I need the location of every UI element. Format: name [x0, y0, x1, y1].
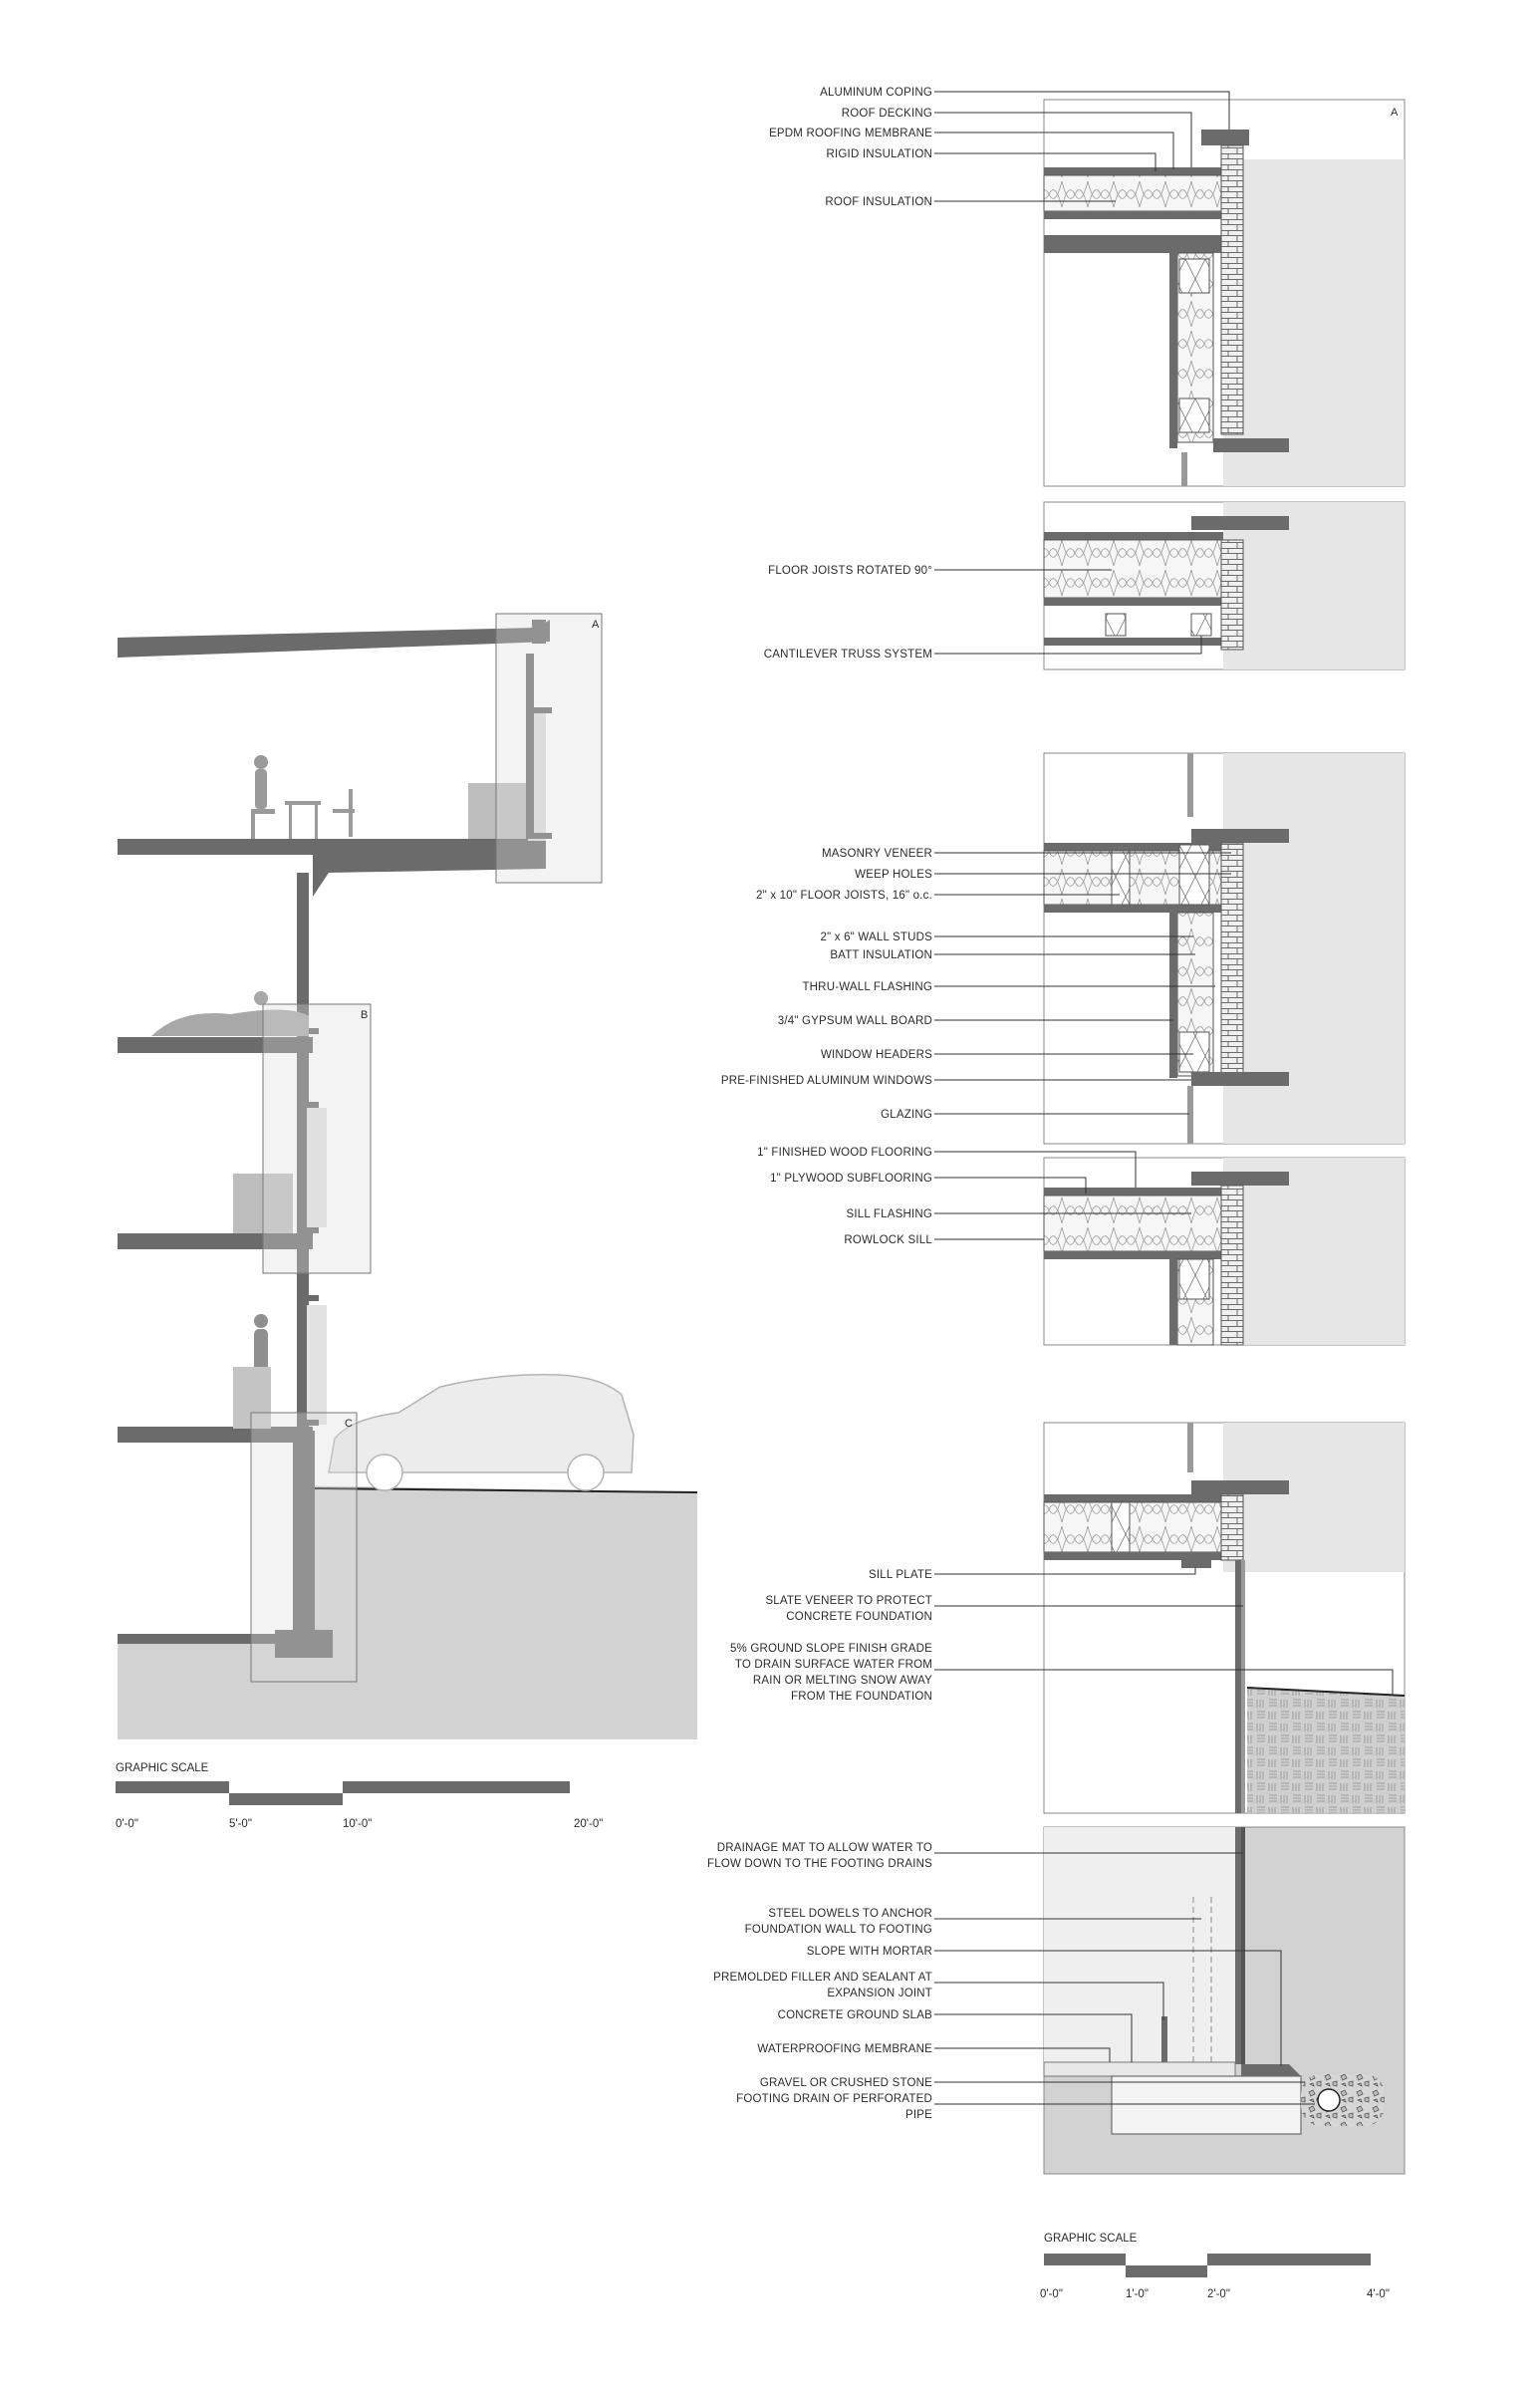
b2-joist-space	[1044, 1196, 1223, 1251]
label-rigid-insulation: RIGID INSULATION	[826, 148, 932, 160]
scale-right-bar-1	[1044, 2254, 1126, 2265]
label-roof-insulation: ROOF INSULATION	[825, 196, 932, 208]
scale-right-tick-3: 4'-0"	[1367, 2288, 1390, 2300]
label-aluminum-coping: ALUMINUM COPING	[820, 87, 932, 99]
detail-d-footing	[1044, 1827, 1405, 2174]
dining-figure	[251, 755, 355, 839]
label-weep-holes: WEEP HOLES	[855, 869, 932, 881]
label-waterproofing: WATERPROOFING MEMBRANE	[757, 2043, 932, 2055]
a2-joist-space	[1044, 540, 1223, 598]
scale-left-bar-2	[229, 1793, 343, 1805]
detail-a-roof	[1044, 100, 1405, 486]
scale-left-title: GRAPHIC SCALE	[116, 1762, 209, 1774]
a2-truss-chord	[1044, 638, 1223, 646]
scale-left-tick-3: 20'-0"	[574, 1818, 604, 1830]
c-foundation-wall	[1235, 1560, 1241, 1813]
label-steel-dowels-2: FOUNDATION WALL TO FOOTING	[744, 1924, 932, 1936]
a-header-ledge	[1213, 438, 1289, 452]
c-joist-space	[1044, 1502, 1223, 1552]
c-ceiling	[1044, 1552, 1223, 1560]
label-batt-insulation: BATT INSULATION	[830, 949, 932, 961]
b-glazing	[1187, 1086, 1193, 1144]
label-ground-slope-3: RAIN OR MELTING SNOW AWAY	[752, 1675, 932, 1687]
b-stud-bot	[1179, 1032, 1209, 1072]
d-expansion-joint	[1161, 2016, 1167, 2062]
a-ceiling-beam	[1044, 235, 1223, 253]
label-premolded-filler-2: EXPANSION JOINT	[827, 1988, 932, 1999]
a-window-glass	[1181, 452, 1187, 486]
lower-glazing-2	[307, 1305, 327, 1425]
label-steel-dowels-1: STEEL DOWELS TO ANCHOR	[768, 1908, 932, 1920]
b2-stud-block	[1179, 1259, 1209, 1299]
scale-left-tick-1: 5'-0"	[229, 1818, 252, 1830]
label-ground-slab: CONCRETE GROUND SLAB	[777, 2009, 932, 2021]
label-masonry-veneer: MASONRY VENEER	[821, 848, 932, 860]
b2-brick-veneer	[1221, 1186, 1243, 1345]
detail-a2-cantilever	[1044, 502, 1405, 669]
detail-b-wall	[1044, 753, 1405, 1144]
label-ground-slope-4: FROM THE FOUNDATION	[790, 1691, 932, 1703]
label-premolded-filler-1: PREMOLDED FILLER AND SEALANT AT	[713, 1972, 932, 1984]
scale-left-bar-1	[116, 1781, 229, 1793]
a2-truss-block-1	[1106, 614, 1126, 636]
label-drainage-mat-1: DRAINAGE MAT TO ALLOW WATER TO	[716, 1842, 932, 1854]
label-slate-veneer-2: CONCRETE FOUNDATION	[786, 1611, 932, 1623]
c-joist-block	[1112, 1502, 1130, 1552]
scale-right-title: GRAPHIC SCALE	[1044, 2233, 1138, 2245]
label-thru-wall-flashing: THRU-WALL FLASHING	[802, 981, 932, 993]
label-roof-decking: ROOF DECKING	[841, 108, 932, 120]
d-gravel-bed	[1301, 2074, 1385, 2126]
b-stud-top	[1179, 845, 1209, 905]
a-roof-insulation	[1044, 175, 1223, 211]
d-interior	[1044, 1827, 1235, 2066]
label-ground-slope-2: TO DRAIN SURFACE WATER FROM	[734, 1659, 932, 1671]
label-footing-drain-2: PIPE	[904, 2109, 932, 2121]
b-joist-block	[1112, 851, 1130, 905]
label-ground-slope-1: 5% GROUND SLOPE FINISH GRADE	[729, 1643, 932, 1655]
label-epdm: EPDM ROOFING MEMBRANE	[769, 128, 932, 139]
c-ground-weave	[1247, 1688, 1405, 1813]
car-outline	[329, 1375, 634, 1490]
c-floor-deck	[1044, 1494, 1223, 1502]
d-footing	[1112, 2076, 1301, 2134]
b-interior-wall	[1169, 913, 1177, 1078]
c-sill-plate	[1181, 1560, 1211, 1568]
graphic-scale-right	[1040, 2233, 1390, 2300]
a2-beam	[1044, 598, 1223, 606]
label-plywood: 1" PLYWOOD SUBFLOORING	[770, 1173, 932, 1185]
label-slope-mortar: SLOPE WITH MORTAR	[806, 1946, 932, 1958]
detail-a-tag: A	[1391, 107, 1399, 119]
label-glazing: GLAZING	[881, 1109, 932, 1121]
scale-left-bar-3	[343, 1781, 570, 1793]
a-interior-wall	[1169, 253, 1177, 448]
building-section	[118, 614, 697, 1739]
scale-right-bar-2	[1126, 2265, 1207, 2277]
label-rowlock-sill: ROWLOCK SILL	[844, 1234, 932, 1246]
c-brick-veneer	[1221, 1494, 1243, 1560]
label-sill-plate: SILL PLATE	[868, 1569, 932, 1581]
a2-floor-deck	[1044, 532, 1223, 540]
a2-brick-veneer	[1221, 540, 1243, 650]
label-floor-joists-rotated: FLOOR JOISTS ROTATED 90°	[768, 565, 932, 577]
b2-exterior-grey	[1223, 1158, 1405, 1345]
ledge-4	[297, 1295, 319, 1301]
label-gypsum: 3/4" GYPSUM WALL BOARD	[777, 1015, 932, 1027]
b2-sill-ledge	[1191, 1172, 1289, 1186]
d-foundation-wall	[1235, 1827, 1241, 2064]
detail-c-foundation	[1044, 1423, 1405, 1813]
b2-floor-finish	[1044, 1188, 1223, 1196]
c-sill-ledge	[1191, 1480, 1289, 1494]
c-exterior-grey	[1223, 1423, 1405, 1572]
roof-slab	[118, 620, 550, 658]
b2-interior-wall	[1169, 1259, 1177, 1345]
a-roof-deck	[1044, 167, 1223, 175]
scale-left-tick-2: 10'-0"	[343, 1818, 373, 1830]
callout-box-b	[263, 1004, 371, 1273]
callout-box-c	[251, 1413, 357, 1682]
scale-right-tick-1: 1'-0"	[1126, 2288, 1149, 2300]
a-parapet-cap	[1201, 130, 1249, 145]
callout-tag-b: B	[361, 1009, 369, 1021]
a-brick-veneer	[1221, 145, 1243, 434]
b-window-top	[1187, 753, 1193, 817]
scale-right-tick-2: 2'-0"	[1207, 2288, 1230, 2300]
b-ceiling	[1044, 905, 1223, 913]
d-ground-slab	[1044, 2062, 1235, 2076]
a2-sill-ledge	[1191, 516, 1289, 530]
c-slate-veneer	[1241, 1560, 1245, 1813]
a2-truss-block-2	[1191, 614, 1211, 636]
label-footing-drain-1: FOOTING DRAIN OF PERFORATED	[736, 2093, 932, 2105]
scale-right-bar-3	[1207, 2254, 1371, 2265]
label-gravel: GRAVEL OR CRUSHED STONE	[759, 2077, 932, 2089]
detail-b2-sill	[1044, 1158, 1405, 1345]
callout-tag-a: A	[592, 619, 600, 631]
label-sill-flashing: SILL FLASHING	[846, 1208, 932, 1220]
label-aluminum-windows: PRE-FINISHED ALUMINUM WINDOWS	[720, 1075, 932, 1087]
callout-tag-c: C	[345, 1418, 353, 1430]
scale-right-tick-0: 0'-0"	[1040, 2288, 1063, 2300]
callout-box-a	[496, 614, 602, 883]
label-slate-veneer-1: SLATE VENEER TO PROTECT	[765, 1595, 932, 1607]
label-window-headers: WINDOW HEADERS	[820, 1049, 932, 1061]
b-sill-ledge	[1191, 829, 1289, 843]
floor-slab-4	[118, 839, 546, 855]
a-exterior-grey	[1223, 159, 1405, 486]
c-window-top	[1187, 1423, 1193, 1472]
label-drainage-mat-2: FLOW DOWN TO THE FOOTING DRAINS	[707, 1858, 932, 1870]
label-floor-joists: 2" x 10" FLOOR JOISTS, 16" o.c.	[756, 890, 932, 902]
b2-ceiling	[1044, 1251, 1223, 1259]
label-cantilever-truss: CANTILEVER TRUSS SYSTEM	[763, 649, 932, 661]
a-stud-block-bot	[1179, 398, 1209, 432]
d-drain-mat	[1241, 1827, 1245, 2064]
a-roof-beam	[1044, 211, 1223, 219]
label-wood-flooring: 1" FINISHED WOOD FLOORING	[757, 1147, 932, 1159]
graphic-scale-left	[116, 1762, 603, 1830]
scale-left-tick-0: 0'-0"	[116, 1818, 138, 1830]
b-header-ledge	[1191, 1072, 1289, 1086]
a-stud-block-top	[1179, 259, 1209, 293]
label-wall-studs: 2" x 6" WALL STUDS	[820, 931, 932, 943]
b-brick-veneer	[1221, 843, 1243, 1074]
d-drain-pipe	[1318, 2089, 1340, 2111]
